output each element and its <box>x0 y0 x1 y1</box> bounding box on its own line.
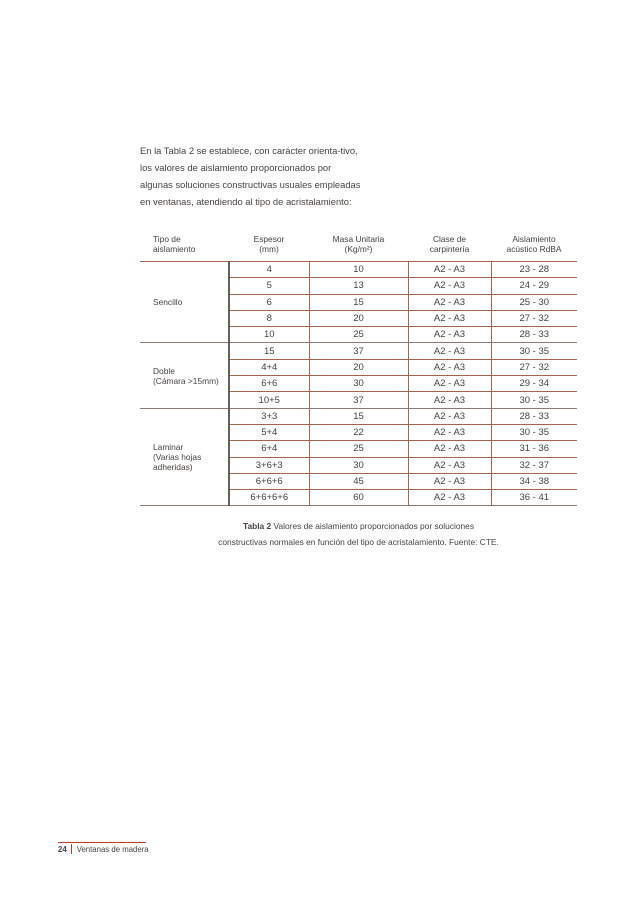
masa-cell: 10 <box>309 262 408 278</box>
header-tipo-line1: Tipo de <box>153 234 181 244</box>
clase-cell: A2 - A3 <box>408 392 491 408</box>
espesor-cell: 10 <box>229 327 309 343</box>
aislamiento-cell: 30 - 35 <box>491 343 577 359</box>
intro-paragraph: En la Tabla 2 se establece, con carácter orienta-tivo, los valores de aislamiento proporcionados por algunas soluciones constructivas usuales empleadas en ventanas, atendiendo al tipo de acristalamiento: <box>140 145 361 207</box>
group-label-line: (Cámara >15mm) <box>153 375 219 386</box>
masa-cell: 30 <box>309 376 408 392</box>
masa-cell: 45 <box>309 473 408 489</box>
clase-cell: A2 - A3 <box>408 278 491 294</box>
group-label-line: (Varias hojas <box>153 452 202 463</box>
masa-cell: 60 <box>309 490 408 506</box>
clase-cell: A2 - A3 <box>408 310 491 326</box>
aislamiento-cell: 29 - 34 <box>491 376 577 392</box>
header-clase-line2: carpintería <box>429 244 470 254</box>
masa-cell: 15 <box>309 408 408 424</box>
masa-cell: 37 <box>309 343 408 359</box>
header-masa <box>309 227 408 262</box>
header-masa-line2: (Kg/m²) <box>344 244 373 254</box>
group-label-line: Doble <box>153 365 175 376</box>
header-aislamiento-line1: Aislamiento <box>512 234 556 244</box>
aislamiento-cell: 30 - 35 <box>491 392 577 408</box>
aislamiento-cell: 34 - 38 <box>491 473 577 489</box>
page-number: 24 <box>58 844 67 854</box>
espesor-cell: 4 <box>229 262 309 278</box>
header-tipo-line2: aislamiento <box>153 244 196 254</box>
aislamiento-cell: 23 - 28 <box>491 262 577 278</box>
table-caption <box>140 518 577 550</box>
espesor-cell: 4+4 <box>229 359 309 375</box>
header-aislamiento-line2: acústico RdBA <box>506 244 562 254</box>
clase-cell: A2 - A3 <box>408 490 491 506</box>
header-clase-line1: Clase de <box>432 234 467 244</box>
footer-rule <box>58 842 146 843</box>
clase-cell: A2 - A3 <box>408 473 491 489</box>
masa-cell: 20 <box>309 310 408 326</box>
clase-cell: A2 - A3 <box>408 327 491 343</box>
clase-cell: A2 - A3 <box>408 408 491 424</box>
aislamiento-cell: 27 - 32 <box>491 310 577 326</box>
aislamiento-cell: 24 - 29 <box>491 278 577 294</box>
footer-title: Ventanas de madera <box>76 844 149 854</box>
clase-cell: A2 - A3 <box>408 424 491 440</box>
masa-cell: 25 <box>309 441 408 457</box>
insulation-table <box>140 227 577 506</box>
espesor-cell: 15 <box>229 343 309 359</box>
table-row <box>140 408 577 424</box>
group-label-line: Laminar <box>153 442 184 453</box>
header-clase <box>408 227 491 262</box>
caption-line1 <box>140 518 577 534</box>
group-label-cell <box>140 408 229 506</box>
aislamiento-cell: 25 - 30 <box>491 294 577 310</box>
group-label-line: Sencillo <box>153 297 183 308</box>
aislamiento-cell: 27 - 32 <box>491 359 577 375</box>
aislamiento-cell: 30 - 35 <box>491 424 577 440</box>
header-aislamiento <box>491 227 577 262</box>
espesor-cell: 6+6 <box>229 376 309 392</box>
caption-label: Tabla 2 <box>242 521 272 531</box>
caption-line2: constructivas normales en función del tipo de acristalamiento. Fuente: CTE. <box>218 537 499 547</box>
masa-cell: 25 <box>309 327 408 343</box>
espesor-cell: 6+6+6 <box>229 473 309 489</box>
header-espesor-line2: (mm) <box>259 244 279 254</box>
table-row <box>140 262 577 278</box>
espesor-cell: 6+6+6+6 <box>229 490 309 506</box>
table-header-row <box>140 227 577 262</box>
header-tipo <box>140 227 229 262</box>
espesor-cell: 6+4 <box>229 441 309 457</box>
clase-cell: A2 - A3 <box>408 262 491 278</box>
espesor-cell: 6 <box>229 294 309 310</box>
masa-cell: 22 <box>309 424 408 440</box>
masa-cell: 37 <box>309 392 408 408</box>
caption-text1: Valores de aislamiento proporcionados por soluciones <box>271 521 475 531</box>
aislamiento-cell: 36 - 41 <box>491 490 577 506</box>
espesor-cell: 3+6+3 <box>229 457 309 473</box>
group-label-line: adheridas) <box>153 462 193 473</box>
clase-cell: A2 - A3 <box>408 457 491 473</box>
clase-cell: A2 - A3 <box>408 441 491 457</box>
espesor-cell: 10+5 <box>229 392 309 408</box>
espesor-cell: 5+4 <box>229 424 309 440</box>
aislamiento-cell: 28 - 33 <box>491 408 577 424</box>
group-label-cell <box>140 343 229 408</box>
page-footer <box>58 844 149 854</box>
table-body <box>140 262 577 506</box>
clase-cell: A2 - A3 <box>408 359 491 375</box>
header-espesor <box>229 227 309 262</box>
header-espesor-line1: Espesor <box>253 234 285 244</box>
espesor-cell: 5 <box>229 278 309 294</box>
group-label-cell <box>140 262 229 343</box>
aislamiento-cell: 28 - 33 <box>491 327 577 343</box>
masa-cell: 15 <box>309 294 408 310</box>
clase-cell: A2 - A3 <box>408 376 491 392</box>
clase-cell: A2 - A3 <box>408 343 491 359</box>
header-masa-line1: Masa Unitaria <box>332 234 385 244</box>
aislamiento-cell: 31 - 36 <box>491 441 577 457</box>
espesor-cell: 8 <box>229 310 309 326</box>
masa-cell: 20 <box>309 359 408 375</box>
footer-separator <box>71 844 72 854</box>
clase-cell: A2 - A3 <box>408 294 491 310</box>
masa-cell: 30 <box>309 457 408 473</box>
masa-cell: 13 <box>309 278 408 294</box>
table-row <box>140 343 577 359</box>
espesor-cell: 3+3 <box>229 408 309 424</box>
aislamiento-cell: 32 - 37 <box>491 457 577 473</box>
